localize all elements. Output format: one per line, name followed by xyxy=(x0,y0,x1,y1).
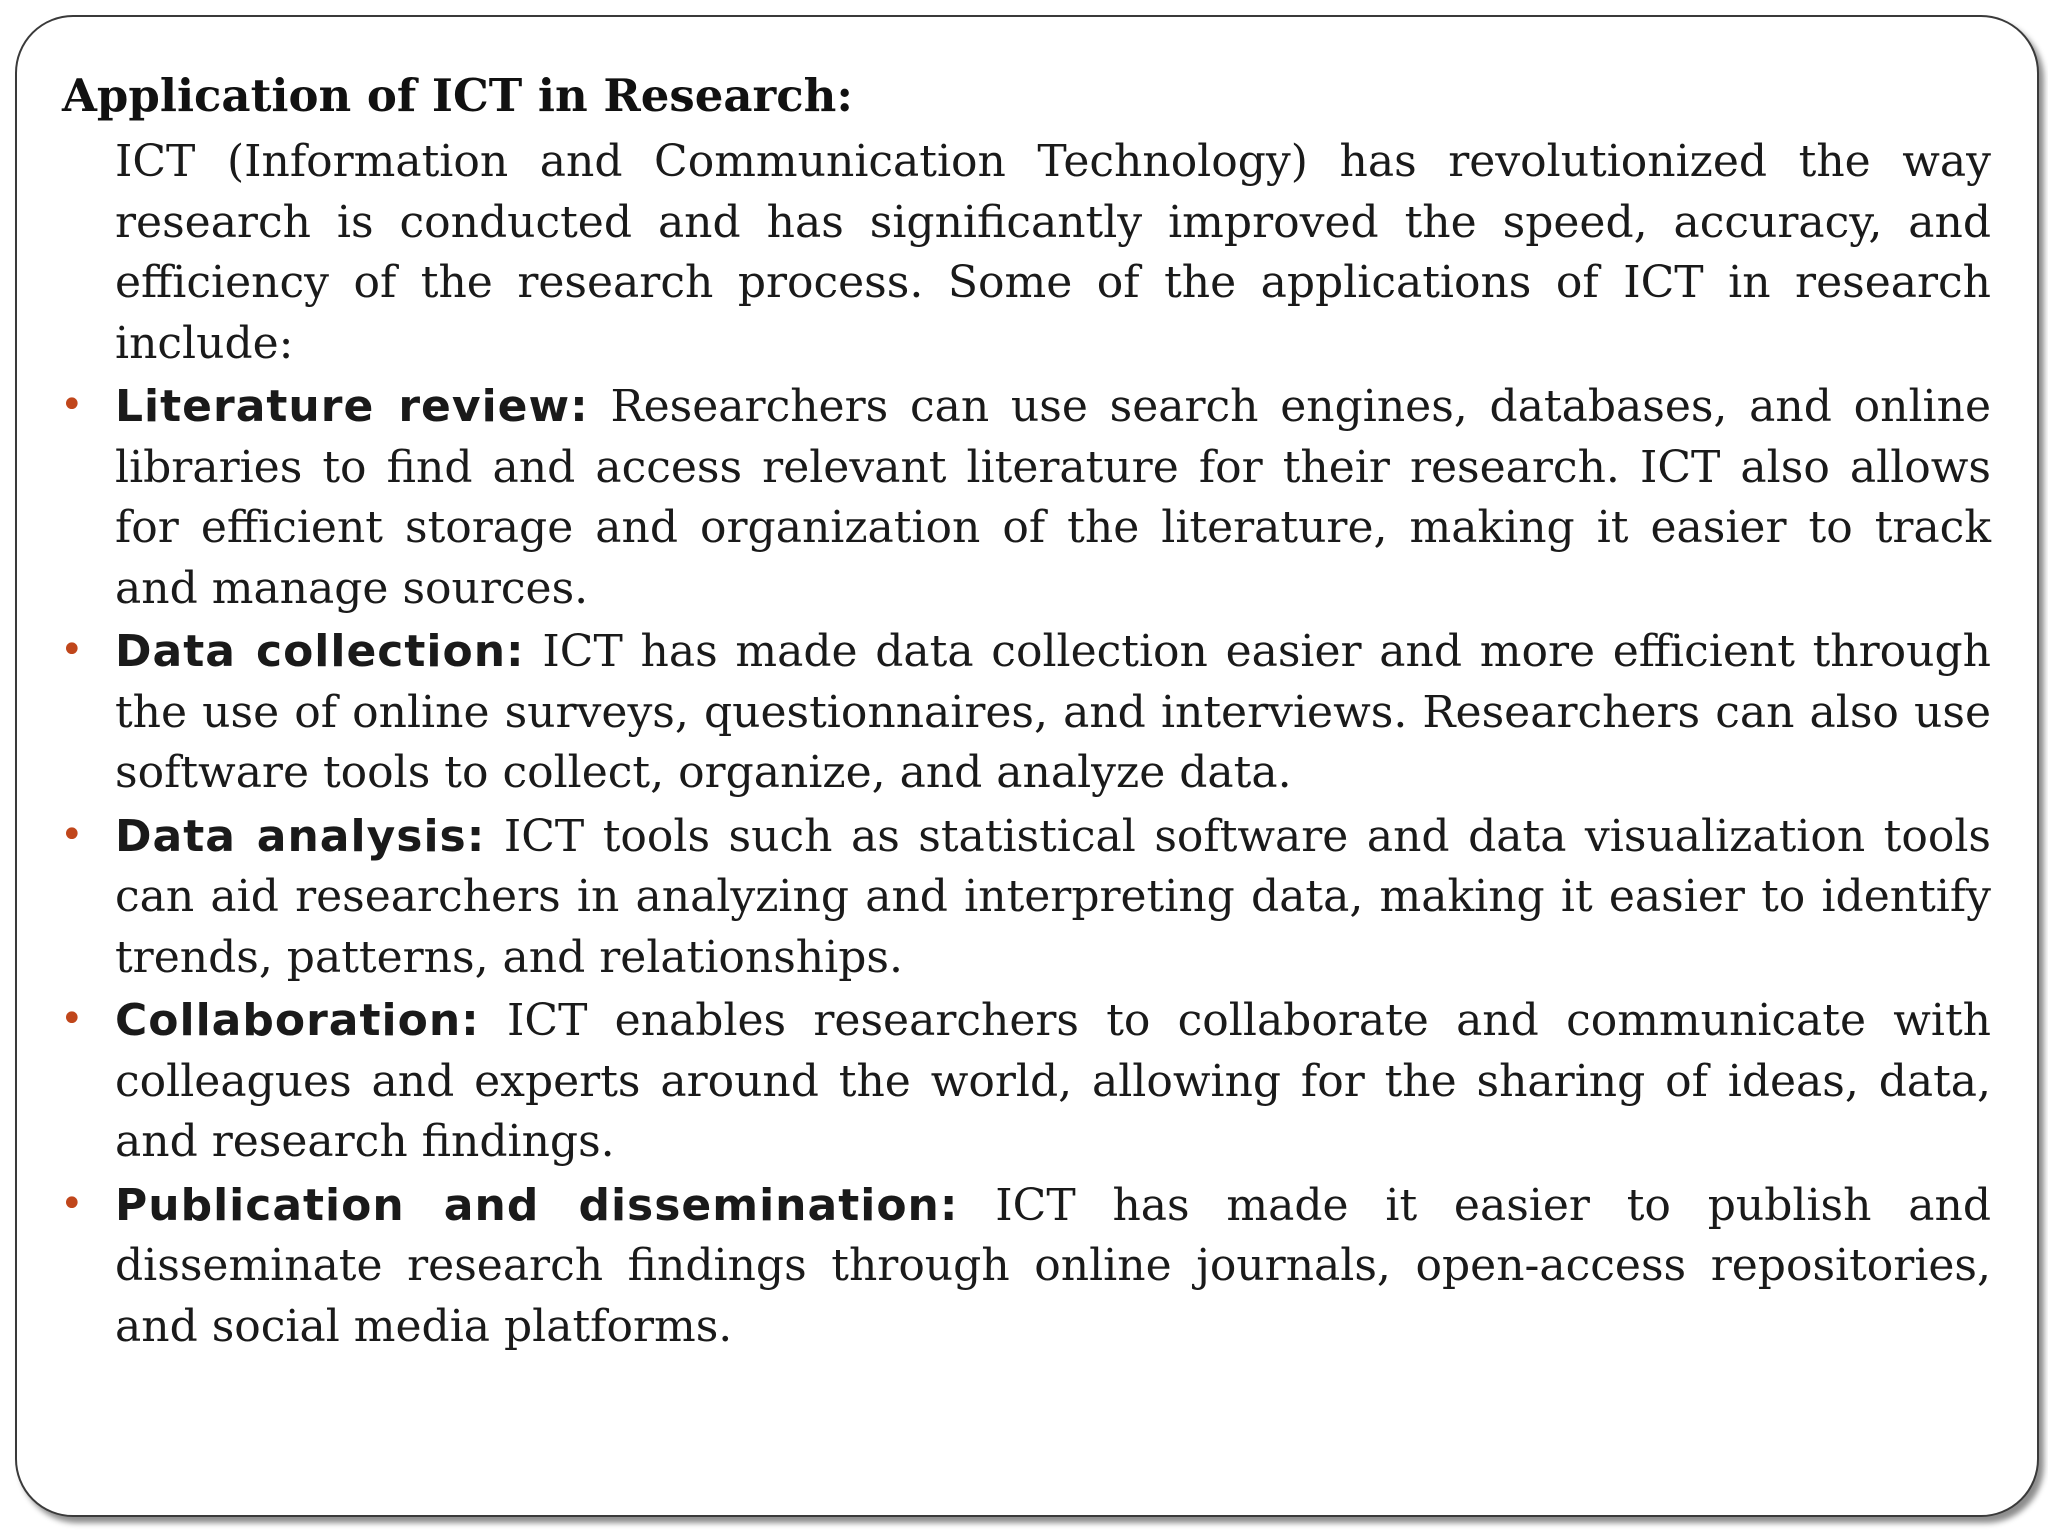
item-text: ICT tools such as statistical software and data visualization tools can aid researchers in analyzing and interpreting data, making it easier to identify trends, patterns, and relationships. xyxy=(115,810,1991,983)
item-term: Literature review: xyxy=(115,381,589,432)
slide-heading: Application of ICT in Research: xyxy=(62,69,853,122)
bullet-icon: • xyxy=(60,811,84,858)
bullet-icon: • xyxy=(60,382,84,428)
slide-content xyxy=(60,132,1992,1360)
list-item-data-analysis xyxy=(60,807,1991,989)
item-term: Publication and dissemination: xyxy=(115,1179,959,1231)
intro-paragraph: ICT (Information and Communication Technology) has revolutionized the way research is conducted and has significantly improved the speed, accuracy, and efficiency of the research process. Some of the applications of ICT in research include: xyxy=(115,136,1991,369)
list-item-collaboration xyxy=(60,991,1991,1173)
application-list xyxy=(60,377,1992,1357)
list-item-data-collection xyxy=(60,622,1992,804)
item-text: ICT enables researchers to collaborate and communicate with colleagues and experts around the world, allowing for the sharing of ideas, data, and research findings. xyxy=(115,995,1991,1167)
bullet-icon: • xyxy=(60,1180,84,1227)
item-term: Data analysis: xyxy=(115,810,486,862)
item-text: Researchers can use search engines, databases, and online libraries to find and access relevant literature for their research. ICT also allows for efficient storage and organization of the literature, making it easier to track and manage sources. xyxy=(115,381,1992,614)
bullet-icon: • xyxy=(60,627,84,673)
bullet-icon: • xyxy=(60,996,84,1042)
item-term: Collaboration: xyxy=(115,995,480,1046)
item-text: ICT has made data collection easier and more efficient through the use of online surveys, questionnaires, and interviews. Researchers can also use software tools to collect, organize, and analyze data. xyxy=(115,626,1992,798)
item-text: ICT has made it easier to publish and disseminate research findings through online journals, open-access repositories, and social media platforms. xyxy=(115,1179,1991,1352)
list-item-publication xyxy=(60,1176,1991,1358)
item-term: Data collection: xyxy=(115,626,525,677)
list-item-literature-review xyxy=(60,377,1992,619)
